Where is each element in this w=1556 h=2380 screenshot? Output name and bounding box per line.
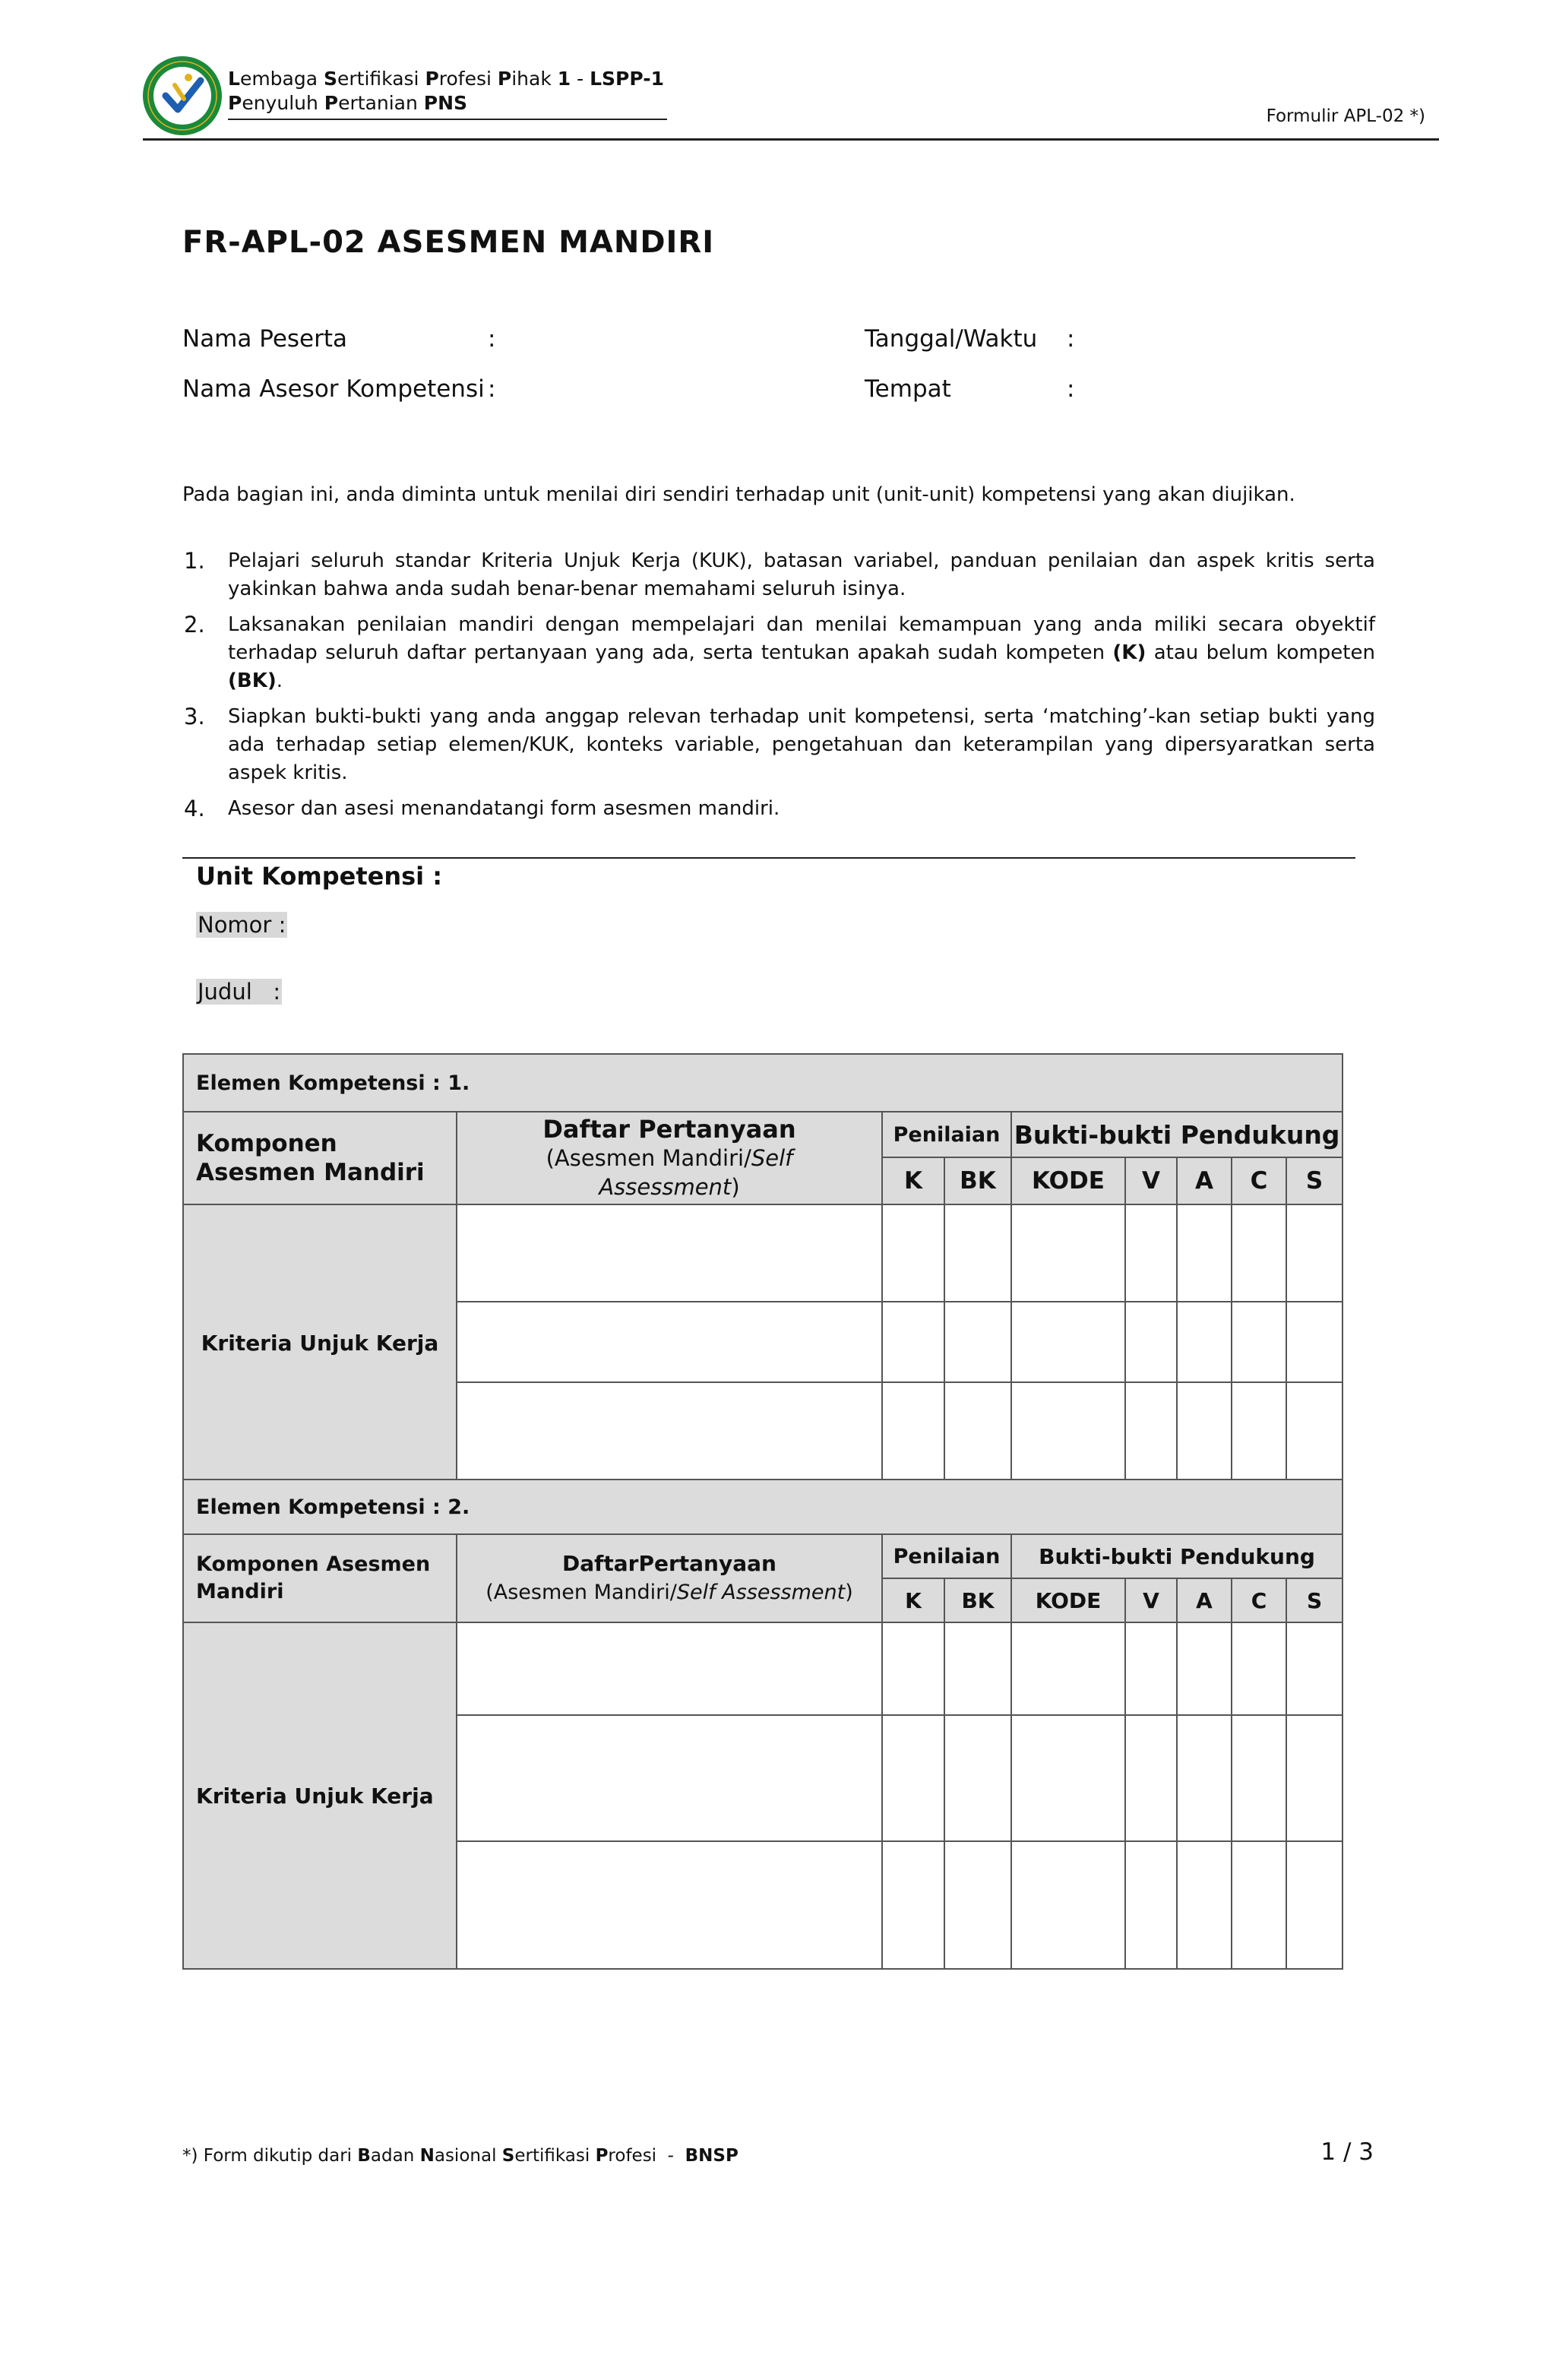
intro-text: Pada bagian ini, anda diminta untuk menilai diri sendiri terhadap unit (unit-unit) kompetensi yang akan diujikan.: [182, 483, 1295, 506]
col-k: K: [882, 1578, 944, 1622]
list-item: [182, 547, 1375, 603]
s-cell[interactable]: [1286, 1302, 1343, 1382]
s-cell[interactable]: [1286, 1204, 1343, 1302]
daftar-title: DaftarPertanyaan: [562, 1551, 776, 1576]
unit-title: Unit Kompetensi :: [196, 862, 443, 891]
list-item: [182, 703, 1375, 787]
s-cell[interactable]: [1286, 1841, 1343, 1969]
table-row: [183, 1204, 1343, 1302]
col-kode: KODE: [1011, 1578, 1125, 1622]
list-number: 3.: [184, 704, 205, 730]
c-cell[interactable]: [1232, 1302, 1286, 1382]
col-bk: BK: [944, 1578, 1011, 1622]
col-a: A: [1177, 1157, 1232, 1204]
k-cell[interactable]: [882, 1622, 944, 1715]
question-cell[interactable]: [457, 1622, 882, 1715]
list-text: Laksanakan penilaian mandiri dengan mempelajari dan menilai kemampuan yang anda miliki secara obyektif terhadap seluruh daftar pertanyaan yang ada, serta tentukan apakah sudah kompeten: [228, 613, 1375, 664]
list-number: 2.: [184, 612, 205, 638]
unit-judul-field[interactable]: [196, 979, 282, 1005]
a-cell[interactable]: [1177, 1715, 1232, 1841]
question-cell[interactable]: [457, 1204, 882, 1302]
assessment-table-1: [182, 1053, 1343, 1482]
question-cell[interactable]: [457, 1841, 882, 1969]
penilaian-header: Penilaian: [882, 1112, 1011, 1157]
c-cell[interactable]: [1232, 1622, 1286, 1715]
k-cell[interactable]: [882, 1204, 944, 1302]
list-text: Pelajari seluruh standar Kriteria Unjuk Kerja (KUK), batasan variabel, panduan penilaian dan aspek kritis serta yakinkan bahwa anda sudah benar-benar memahami seluruh isinya.: [228, 549, 1375, 600]
field-tanggal[interactable]: [865, 325, 1037, 353]
c-cell[interactable]: [1232, 1715, 1286, 1841]
komponen-label-1: Komponen: [196, 1130, 337, 1157]
org-name-line2: Penyuluh Pertanian PNS: [228, 92, 468, 114]
bk-cell[interactable]: [944, 1302, 1011, 1382]
org-underline: [228, 119, 667, 120]
section-divider: [182, 857, 1355, 859]
unit-judul-label: Judul :: [198, 979, 281, 1005]
v-cell[interactable]: [1125, 1622, 1177, 1715]
list-text: .: [276, 669, 283, 692]
kode-cell[interactable]: [1011, 1841, 1125, 1969]
a-cell[interactable]: [1177, 1622, 1232, 1715]
a-cell[interactable]: [1177, 1204, 1232, 1302]
a-cell[interactable]: [1177, 1382, 1232, 1481]
field-colon: :: [488, 375, 496, 403]
k-cell[interactable]: [882, 1841, 944, 1969]
field-colon: :: [1067, 375, 1075, 403]
col-kode: KODE: [1011, 1157, 1125, 1204]
v-cell[interactable]: [1125, 1204, 1177, 1302]
instruction-list: [182, 547, 1375, 831]
v-cell[interactable]: [1125, 1841, 1177, 1969]
c-cell[interactable]: [1232, 1204, 1286, 1302]
col-c: C: [1232, 1578, 1286, 1622]
list-text: atau belum kompeten: [1146, 641, 1375, 664]
k-cell[interactable]: [882, 1382, 944, 1481]
list-item: [182, 795, 1375, 823]
bk-cell[interactable]: [944, 1382, 1011, 1481]
daftar-subtitle: (Asesmen Mandiri/Self Assessment): [546, 1145, 793, 1200]
question-cell[interactable]: [457, 1382, 882, 1481]
a-cell[interactable]: [1177, 1841, 1232, 1969]
org-name-line1: Lembaga Sertifikasi Profesi Pihak 1 - LSPP-1: [228, 68, 665, 90]
list-text-bold: (BK): [228, 669, 277, 692]
kode-cell[interactable]: [1011, 1715, 1125, 1841]
question-cell[interactable]: [457, 1715, 882, 1841]
col-c: C: [1232, 1157, 1286, 1204]
unit-nomor-label: Nomor :: [198, 912, 286, 938]
col-s: S: [1286, 1578, 1343, 1622]
s-cell[interactable]: [1286, 1715, 1343, 1841]
bk-cell[interactable]: [944, 1204, 1011, 1302]
assessment-table-2: [182, 1479, 1343, 1970]
page-number: 1 / 3: [1320, 2138, 1374, 2166]
header-divider: [143, 138, 1439, 141]
form-code: Formulir APL-02 *): [1266, 106, 1425, 126]
field-tempat[interactable]: [865, 375, 951, 403]
kode-cell[interactable]: [1011, 1382, 1125, 1481]
col-k: K: [882, 1157, 944, 1204]
list-text: Siapkan bukti-bukti yang anda anggap relevan terhadap unit kompetensi, serta ‘matching’-kan setiap bukti yang ada terhadap setiap elemen/KUK, konteks variable, pengetahuan dan keterampilan yang dipersyaratkan serta aspek kritis.: [228, 705, 1375, 784]
s-cell[interactable]: [1286, 1382, 1343, 1481]
list-number: 4.: [184, 796, 205, 821]
v-cell[interactable]: [1125, 1382, 1177, 1481]
list-text-bold: (K): [1112, 641, 1146, 664]
kuk-label: Kriteria Unjuk Kerja: [183, 1622, 457, 1969]
list-number: 1.: [184, 548, 205, 574]
col-s: S: [1286, 1157, 1343, 1204]
kode-cell[interactable]: [1011, 1302, 1125, 1382]
v-cell[interactable]: [1125, 1302, 1177, 1382]
lspp-logo-icon: [141, 55, 223, 137]
field-colon: :: [1067, 325, 1075, 353]
bk-cell[interactable]: [944, 1622, 1011, 1715]
c-cell[interactable]: [1232, 1841, 1286, 1969]
komponen-header: [183, 1112, 457, 1204]
kode-cell[interactable]: [1011, 1622, 1125, 1715]
field-colon: :: [488, 325, 496, 353]
komponen-header: [183, 1534, 457, 1622]
k-cell[interactable]: [882, 1715, 944, 1841]
field-nama-asesor[interactable]: [182, 375, 485, 403]
kuk-label: Kriteria Unjuk Kerja: [183, 1204, 457, 1481]
komponen-label-2: Mandiri: [196, 1580, 284, 1603]
list-item: [182, 611, 1375, 695]
bk-cell[interactable]: [944, 1841, 1011, 1969]
field-label: Tanggal/Waktu: [865, 325, 1038, 353]
v-cell[interactable]: [1125, 1715, 1177, 1841]
org-name: [228, 67, 664, 116]
table-row: [183, 1622, 1343, 1715]
k-cell[interactable]: [882, 1302, 944, 1382]
col-v: V: [1125, 1578, 1177, 1622]
bukti-header: Bukti-bukti Pendukung: [1011, 1112, 1343, 1157]
komponen-label-1: Komponen Asesmen: [196, 1552, 431, 1576]
field-label: Nama Asesor Kompetensi: [182, 375, 485, 403]
a-cell[interactable]: [1177, 1302, 1232, 1382]
bk-cell[interactable]: [944, 1715, 1011, 1841]
kode-cell[interactable]: [1011, 1204, 1125, 1302]
komponen-label-2: Asesmen Mandiri: [196, 1159, 425, 1186]
penilaian-header: Penilaian: [882, 1534, 1011, 1578]
daftar-pertanyaan-header: [457, 1534, 882, 1622]
bukti-header: Bukti-bukti Pendukung: [1011, 1534, 1343, 1578]
field-nama-peserta[interactable]: [182, 325, 347, 353]
question-cell[interactable]: [457, 1302, 882, 1382]
elemen-kompetensi-row: Elemen Kompetensi : 1.: [183, 1054, 1343, 1112]
footnote: *) Form dikutip dari Badan Nasional Sertifikasi Profesi - BNSP: [182, 2146, 738, 2166]
col-bk: BK: [944, 1157, 1011, 1204]
daftar-pertanyaan-header: [457, 1112, 882, 1204]
daftar-subtitle: (Asesmen Mandiri/Self Assessment): [485, 1581, 853, 1604]
unit-nomor-field[interactable]: [196, 912, 287, 938]
page-title: FR-APL-02 ASESMEN MANDIRI: [182, 225, 715, 260]
field-label: Tempat: [865, 375, 951, 403]
s-cell[interactable]: [1286, 1622, 1343, 1715]
col-a: A: [1177, 1578, 1232, 1622]
field-label: Nama Peserta: [182, 325, 348, 353]
list-text: Asesor dan asesi menandatangi form asesmen mandiri.: [228, 797, 780, 820]
col-v: V: [1125, 1157, 1177, 1204]
elemen-kompetensi-row: Elemen Kompetensi : 2.: [183, 1480, 1343, 1534]
daftar-title: Daftar Pertanyaan: [542, 1115, 796, 1144]
c-cell[interactable]: [1232, 1382, 1286, 1481]
